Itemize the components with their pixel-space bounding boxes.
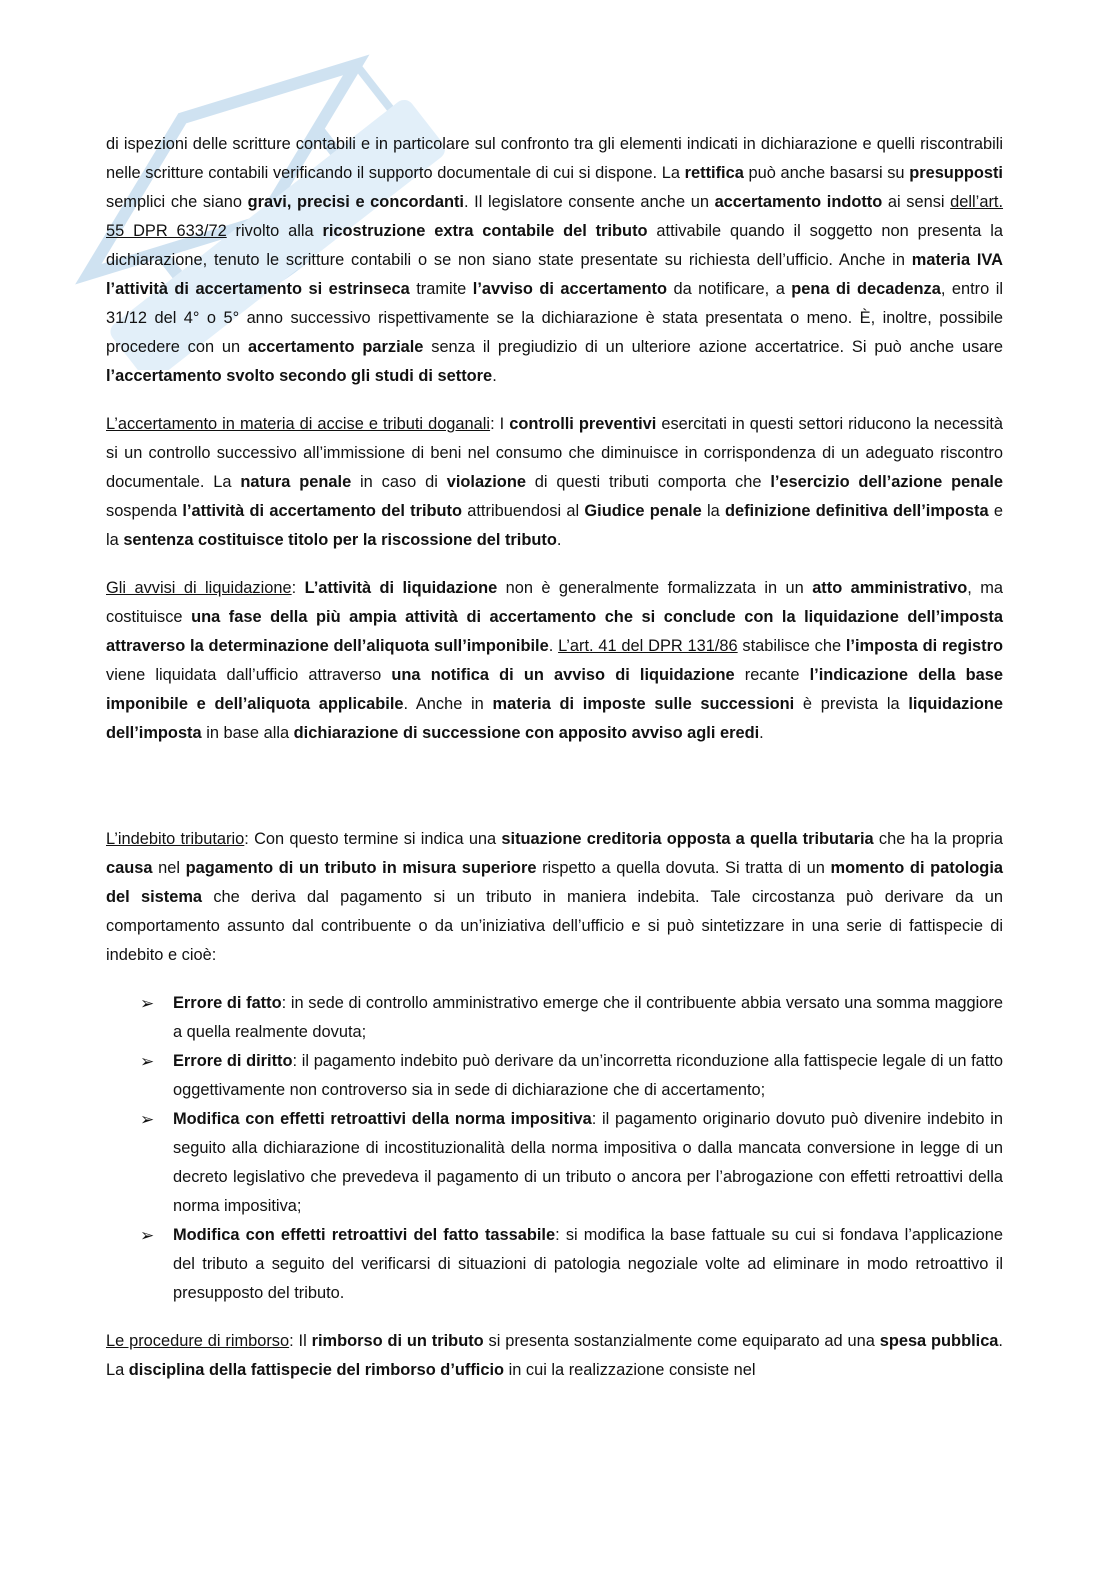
arrow-bullet-icon: ➢ (140, 994, 155, 1013)
text-run: : il pagamento originario dovuto può divenire indebito in seguito alla dichiarazione di incostituzionalità della norma impositiva o dalla mancata conversione in legge di un decreto legislativo che prevedeva il pagamento di un tributo o ancora per l’abrogazione con effetti retroattivi della norma impositiva; (173, 1110, 1003, 1215)
text-run: attivabile quando il soggetto non presenta la dichiarazione, tenuto le scritture contabili o se non siano state presentate su richiesta dell’ufficio. Anche in (106, 222, 1003, 269)
list-item-text (173, 994, 1003, 1041)
text-run: rispetto a quella dovuta. Si tratta di un (536, 859, 831, 877)
bold-text: una fase della più ampia attività di accertamento che si conclude con la liquidazione dell’imposta attraverso la determinazione dell’aliquota sull’imponibile (106, 608, 1003, 655)
bold-text: presupposti (909, 164, 1003, 182)
text-run: . (556, 531, 562, 549)
text-run: tramite (409, 280, 473, 298)
text-run: : Con questo termine si indica una (244, 830, 502, 848)
arrow-bullet-icon: ➢ (140, 1052, 155, 1071)
text-run: può anche basarsi su (743, 164, 910, 182)
text-run: è prevista la (794, 695, 909, 713)
text-run: che ha la propria (873, 830, 1004, 848)
bold-text: rimborso di un tributo (311, 1332, 484, 1350)
text-run: nel (152, 859, 186, 877)
bold-text: Errore di diritto (173, 1052, 293, 1070)
bold-text: natura penale (240, 473, 352, 491)
list-item (106, 1047, 1003, 1105)
bold-text: pena di decadenza (791, 280, 941, 298)
bold-text: l’avviso di accertamento (472, 280, 667, 298)
text-run: e la (106, 502, 1004, 549)
bold-text: L’attività di liquidazione (304, 579, 498, 597)
bold-text: l’attività di accertamento del tributo (182, 502, 463, 520)
underlined-heading: L’accertamento in materia di accise e tributi doganali (106, 415, 491, 433)
text-run: , entro il 31/12 del 4° o 5° anno successivo rispettivamente se la dichiarazione è stata presentata o meno. È, inoltre, possibile procedere con un (106, 280, 1003, 356)
bold-text: ricostruzione extra contabile del tributo (322, 222, 648, 240)
text-run: di ispezioni delle scritture contabili e in particolare sul confronto tra gli elementi indicati in dichiarazione e quelli riscontrabili nelle scritture contabili verificando il supporto documentale di cui si dispone. La (106, 135, 1003, 182)
bold-text: l’esercizio dell’azione penale (770, 473, 1003, 491)
underlined-heading: L’art. 41 del DPR 131/86 (558, 637, 738, 655)
bold-text: accertamento indotto (714, 193, 883, 211)
text-run: che deriva dal pagamento si un tributo in maniera indebita. Tale circostanza può derivare da un comportamento assunto dal contribuente o da un’iniziativa dell’ufficio e si può sintetizzare in una serie di fattispecie di indebito e cioè: (106, 888, 1003, 964)
bold-text: Modifica con effetti retroattivi del fatto tassabile (173, 1226, 556, 1244)
text-run: si presenta sostanzialmente come equiparato ad una (483, 1332, 880, 1350)
text-run: . Il legislatore consente anche un (464, 193, 715, 211)
bold-text: definizione definitiva dell’imposta (724, 502, 989, 520)
text-run: : si modifica la base fattuale su cui si fondava l’applicazione del tributo a seguito del verificarsi di situazioni di patologia negoziale volte ad eliminare in modo retroattivo il presupposto del tributo. (173, 1226, 1003, 1302)
arrow-bullet-icon: ➢ (140, 1226, 155, 1245)
text-run: esercitati in questi settori riducono la necessità si un controllo successivo all’immissione di beni nel consumo che diminuisce in corrispondenza di un adeguato riscontro documentale. La (106, 415, 1004, 491)
text-run: : Il (289, 1332, 312, 1350)
bold-text: l’accertamento svolto secondo gli studi di settore (106, 367, 493, 385)
text-run: recante (734, 666, 810, 684)
text-run: di questi tributi comporta che (525, 473, 771, 491)
text-run: stabilisce che (737, 637, 846, 655)
text-run: attribuendosi al (462, 502, 585, 520)
underlined-heading: L’indebito tributario (106, 830, 245, 848)
text-run: la (701, 502, 725, 520)
bold-text: Errore di fatto (173, 994, 282, 1012)
text-run: senza il pregiudizio di un ulteriore azione accertatrice. Si può anche usare (423, 338, 1003, 356)
bold-text: causa (106, 859, 153, 877)
bold-text: atto amministrativo (812, 579, 968, 597)
underlined-heading: dell’art. 55 DPR 633/72 (106, 193, 1004, 240)
bold-text: spesa pubblica (879, 1332, 999, 1350)
bold-text: rettifica (684, 164, 744, 182)
bold-text: liquidazione dell’imposta (106, 695, 1004, 742)
bold-text: una notifica di un avviso di liquidazione (391, 666, 735, 684)
bold-text: gravi, precisi e concordanti (247, 193, 464, 211)
underlined-heading: Gli avvisi di liquidazione (106, 579, 292, 597)
paragraph-avvisi-liquidazione (106, 574, 1003, 748)
text-run: , ma costituisce (106, 579, 1003, 626)
bold-text: materia di imposte sulle successioni (492, 695, 795, 713)
text-run: . La (106, 1332, 1003, 1379)
bold-text: Modifica con effetti retroattivi della norma impositiva (173, 1110, 592, 1128)
paragraph-indebito-tributario (106, 825, 1003, 970)
text-run: : in sede di controllo amministrativo emerge che il contribuente abbia versato una somma maggiore a quella realmente dovuta; (173, 994, 1003, 1041)
bold-text: controlli preventivi (509, 415, 657, 433)
list-item (106, 1221, 1003, 1308)
text-run: . (759, 724, 764, 742)
text-run: ai sensi (882, 193, 951, 211)
text-run: in base alla (201, 724, 294, 742)
text-run: in cui la realizzazione consiste nel (504, 1361, 756, 1379)
bold-text: dichiarazione di successione con apposito avviso agli eredi (293, 724, 760, 742)
bold-text: situazione creditoria opposta a quella tributaria (501, 830, 874, 848)
indebito-fattispecie-list (106, 989, 1003, 1308)
list-item-text (173, 1052, 1003, 1099)
bold-text: materia IVA l’attività di accertamento si estrinseca (106, 251, 1003, 298)
text-run: . (492, 367, 497, 385)
text-run: : (291, 579, 305, 597)
bold-text: l’indicazione della base imponibile e dell’aliquota applicabile (106, 666, 1003, 713)
text-run: : il pagamento indebito può derivare da un’incorretta riconduzione alla fattispecie legale di un fatto oggettivamente non controverso sia in sede di dichiarazione che di accertamento; (173, 1052, 1003, 1099)
list-item (106, 1105, 1003, 1221)
bold-text: Giudice penale (584, 502, 702, 520)
paragraph-accertamento-iva (106, 130, 1003, 391)
document-body (106, 130, 1003, 1385)
bold-text: l’imposta di registro (845, 637, 1004, 655)
paragraph-accise-doganali (106, 410, 1003, 555)
bold-text: accertamento parziale (247, 338, 424, 356)
arrow-bullet-icon: ➢ (140, 1110, 155, 1129)
bold-text: violazione (446, 473, 526, 491)
text-run: da notificare, a (667, 280, 792, 298)
text-run: non è generalmente formalizzata in un (497, 579, 813, 597)
bold-text: sentenza costituisce titolo per la riscossione del tributo (123, 531, 557, 549)
list-item-text (173, 1110, 1003, 1215)
bold-text: disciplina della fattispecie del rimborso d’ufficio (128, 1361, 505, 1379)
text-run: rivolto alla (226, 222, 323, 240)
text-run: semplici che siano (106, 193, 248, 211)
text-run: in caso di (351, 473, 447, 491)
list-item (106, 989, 1003, 1047)
text-run: viene liquidata dall’ufficio attraverso (106, 666, 392, 684)
text-run: : I (490, 415, 510, 433)
bold-text: pagamento di un tributo in misura superiore (185, 859, 537, 877)
text-run: sospenda (106, 502, 183, 520)
underlined-heading: Le procedure di rimborso (106, 1332, 290, 1350)
list-item-text (173, 1226, 1003, 1302)
text-run: . (548, 637, 559, 655)
text-run: . Anche in (403, 695, 493, 713)
bold-text: momento di patologia del sistema (106, 859, 1003, 906)
paragraph-procedure-rimborso (106, 1327, 1003, 1385)
